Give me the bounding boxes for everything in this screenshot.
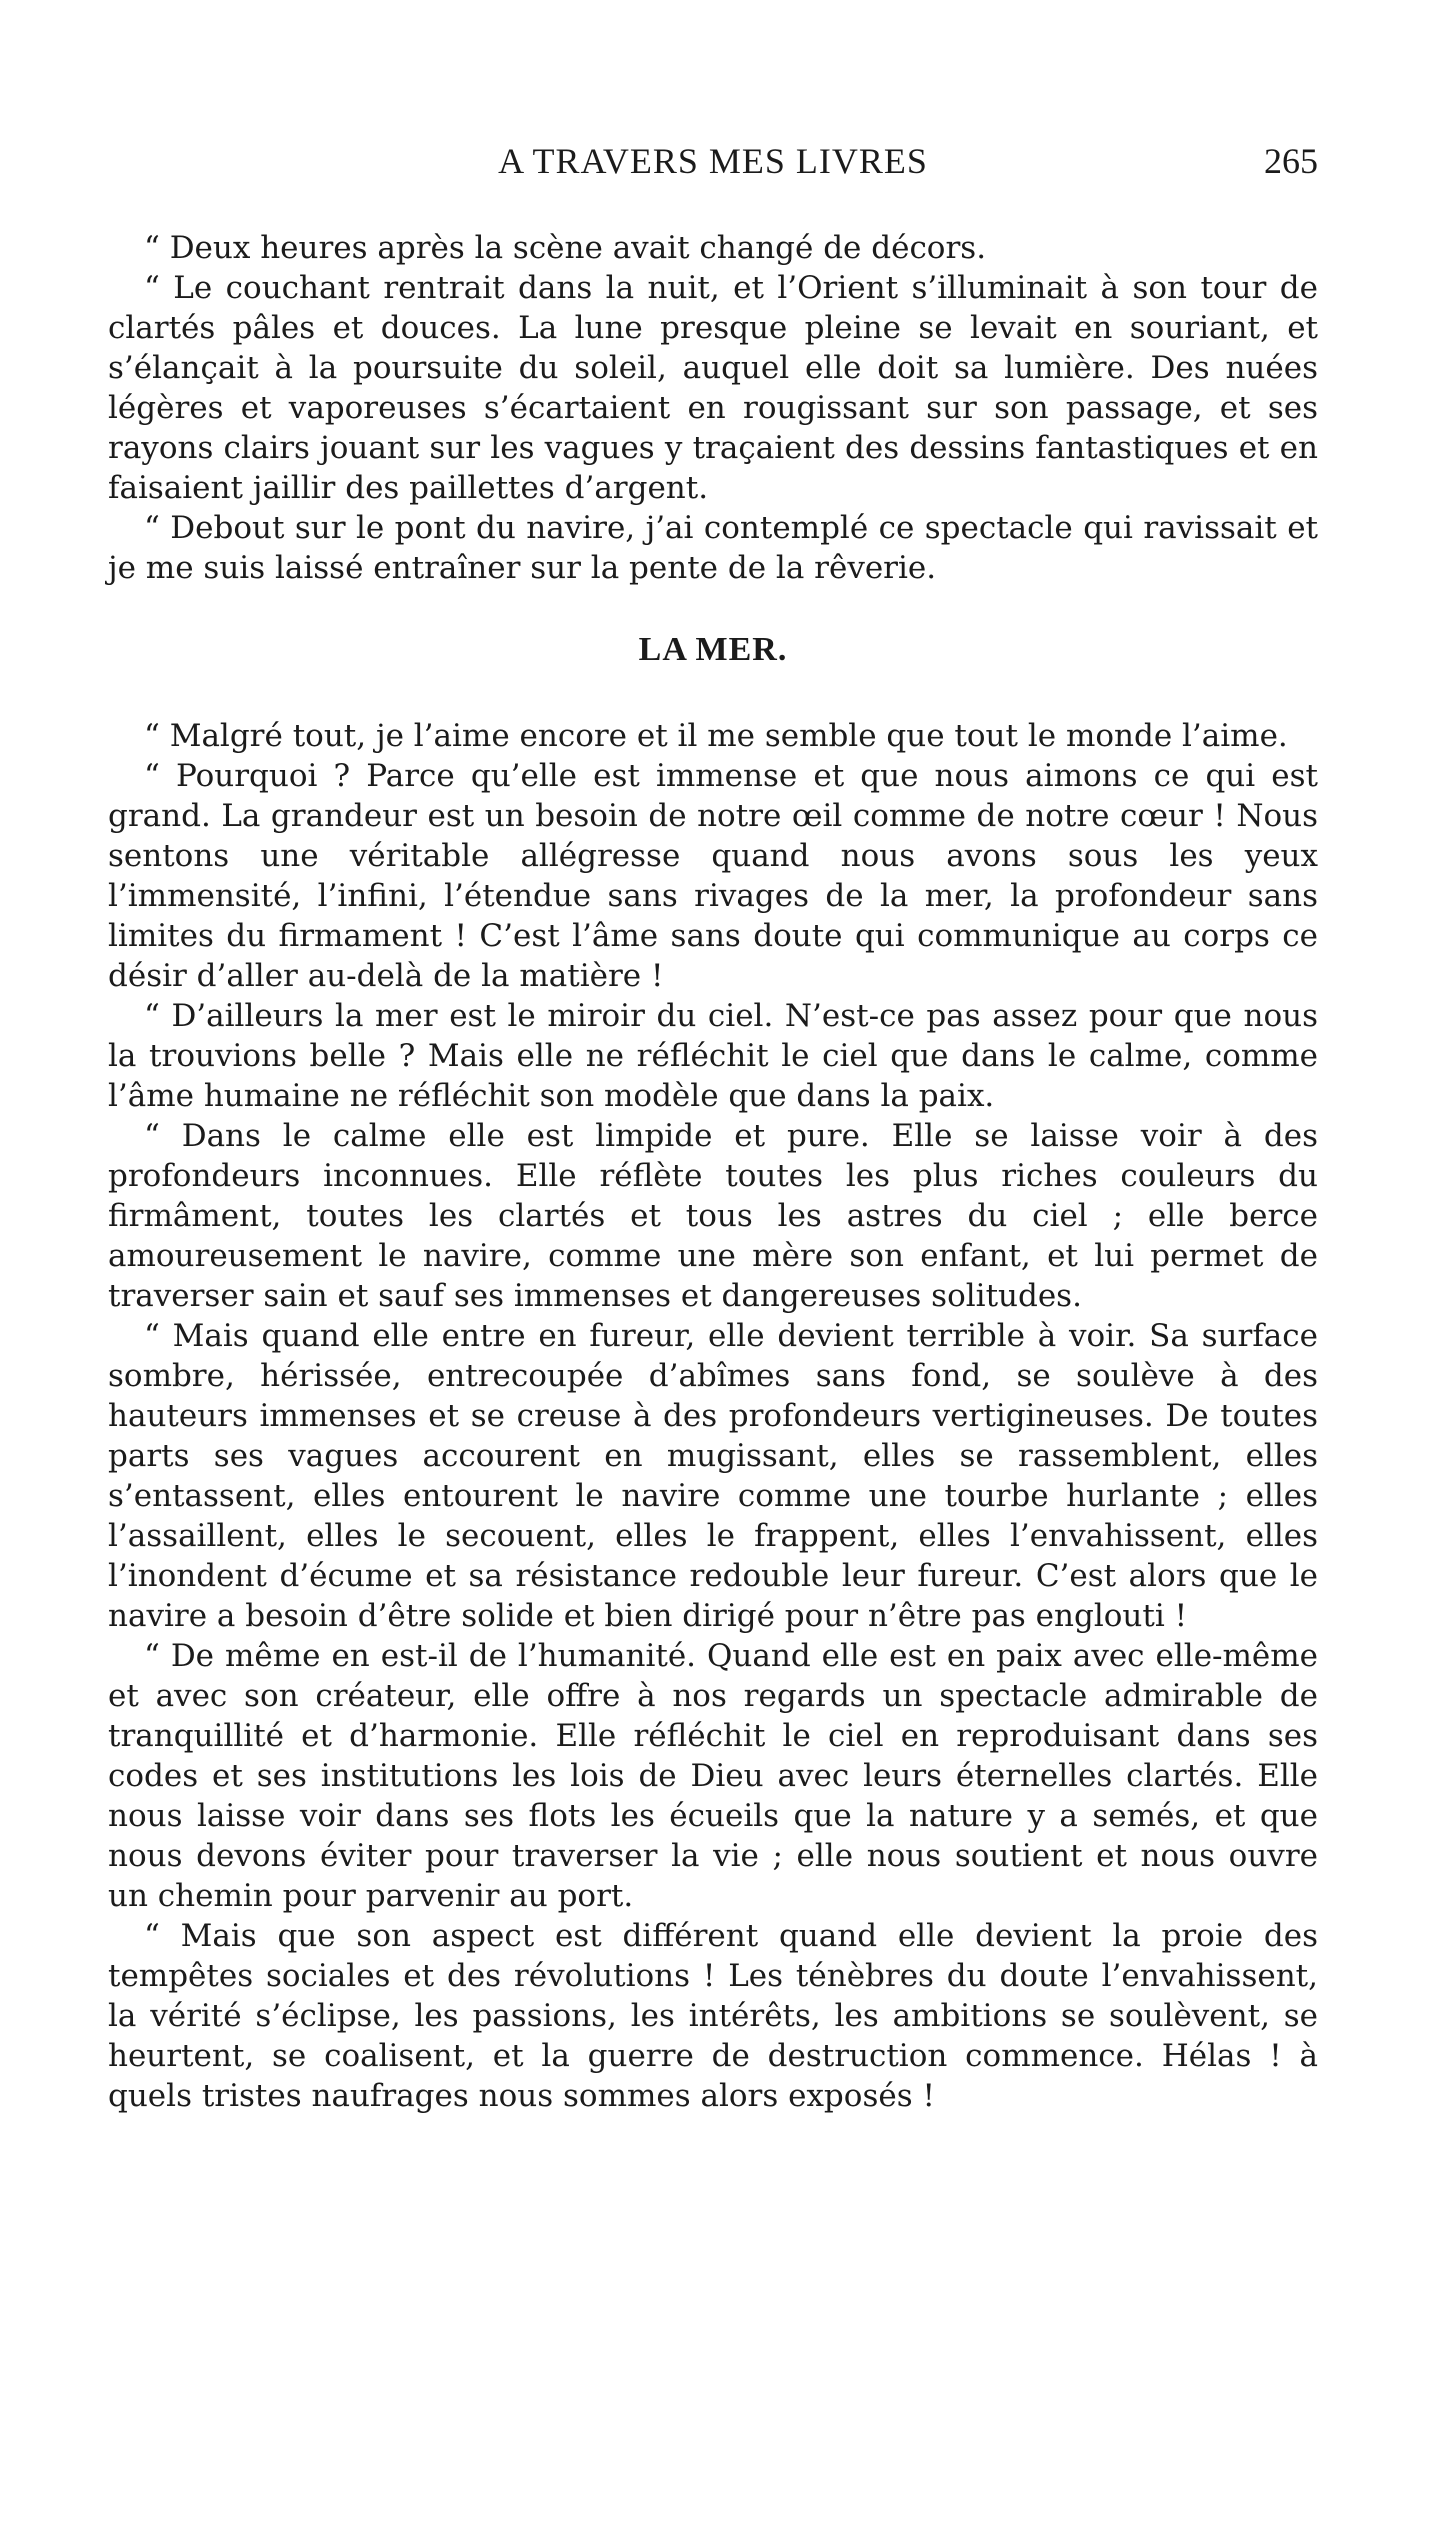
body-text (108, 228, 1318, 2116)
paragraph: “ De même en est-il de l’humanité. Quand elle est en paix avec elle-même et avec son créateur, elle offre à nos regards un spectacle admirable de tranquillité et d’harmonie. Elle réfléchit le ciel en reproduisant dans ses codes et ses institutions les lois de Dieu avec leurs éternelles clartés. Elle nous laisse voir dans ses flots les écueils que la nature y a semés, et que nous devons éviter pour traverser la vie ; elle nous soutient et nous ouvre un chemin pour parvenir au port. (108, 1638, 1318, 1914)
page-number: 265 (1264, 141, 1318, 181)
paragraph: “ D’ailleurs la mer est le miroir du ciel. N’est-ce pas assez pour que nous la trouvions belle ? Mais elle ne réfléchit le ciel que dans le calme, comme l’âme humaine ne réfléchit son modèle que dans la paix. (108, 998, 1318, 1114)
paragraph: “ Le couchant rentrait dans la nuit, et l’Orient s’illuminait à son tour de clartés pâles et douces. La lune presque pleine se levait en souriant, et s’élançait à la poursuite du soleil, auquel elle doit sa lumière. Des nuées légères et vaporeuses s’écartaient en rougissant sur son passage, et ses rayons clairs jouant sur les vagues y traçaient des dessins fantastiques et en faisaient jaillir des paillettes d’argent. (108, 270, 1318, 506)
paragraph: “ Pourquoi ? Parce qu’elle est immense et que nous aimons ce qui est grand. La grandeur est un besoin de notre œil comme de notre cœur ! Nous sentons une véritable allégresse quand nous avons sous les yeux l’immensité, l’infini, l’étendue sans rivages de la mer, la profondeur sans limites du firmament ! C’est l’âme sans doute qui communique au corps ce désir d’aller au-delà de la matière ! (108, 758, 1318, 994)
paragraph: “ Deux heures après la scène avait changé de décors. (144, 230, 987, 266)
paragraph: “ Malgré tout, je l’aime encore et il me semble que tout le monde l’aime. (144, 718, 1288, 754)
paragraph: “ Debout sur le pont du navire, j’ai contemplé ce spectacle qui ravissait et je me suis laissé entraîner sur la pente de la rêverie. (108, 510, 1318, 586)
paragraph: “ Mais quand elle entre en fureur, elle devient terrible à voir. Sa surface sombre, hérissée, entrecoupée d’abîmes sans fond, se soulève à des hauteurs immenses et se creuse à des profondeurs vertigineuses. De toutes parts ses vagues accourent en mugissant, elles se rassemblent, elles s’entassent, elles entourent le navire comme une tourbe hurlante ; elles l’assaillent, elles le secouent, elles le frappent, elles l’envahissent, elles l’inondent d’écume et sa résistance redouble leur fureur. C’est alors que le navire a besoin d’être solide et bien dirigé pour n’être pas englouti ! (108, 1318, 1318, 1634)
page-header (108, 140, 1318, 192)
running-title: A TRAVERS MES LIVRES (498, 141, 928, 181)
paragraph: “ Mais que son aspect est différent quand elle devient la proie des tempêtes sociales et des révolutions ! Les ténèbres du doute l’envahissent, la vérité s’éclipse, les passions, les intérêts, les ambitions se soulèvent, se heurtent, se coalisent, et la guerre de destruction commence. Hélas ! à quels tristes naufrages nous sommes alors exposés ! (108, 1918, 1318, 2114)
section-heading: LA MER. (638, 631, 788, 668)
paragraph: “ Dans le calme elle est limpide et pure. Elle se laisse voir à des profondeurs inconnues. Elle réflète toutes les plus riches couleurs du firmâment, toutes les clartés et tous les astres du ciel ; elle berce amoureusement le navire, comme une mère son enfant, et lui permet de traverser sain et sauf ses immenses et dangereuses solitudes. (108, 1118, 1318, 1314)
